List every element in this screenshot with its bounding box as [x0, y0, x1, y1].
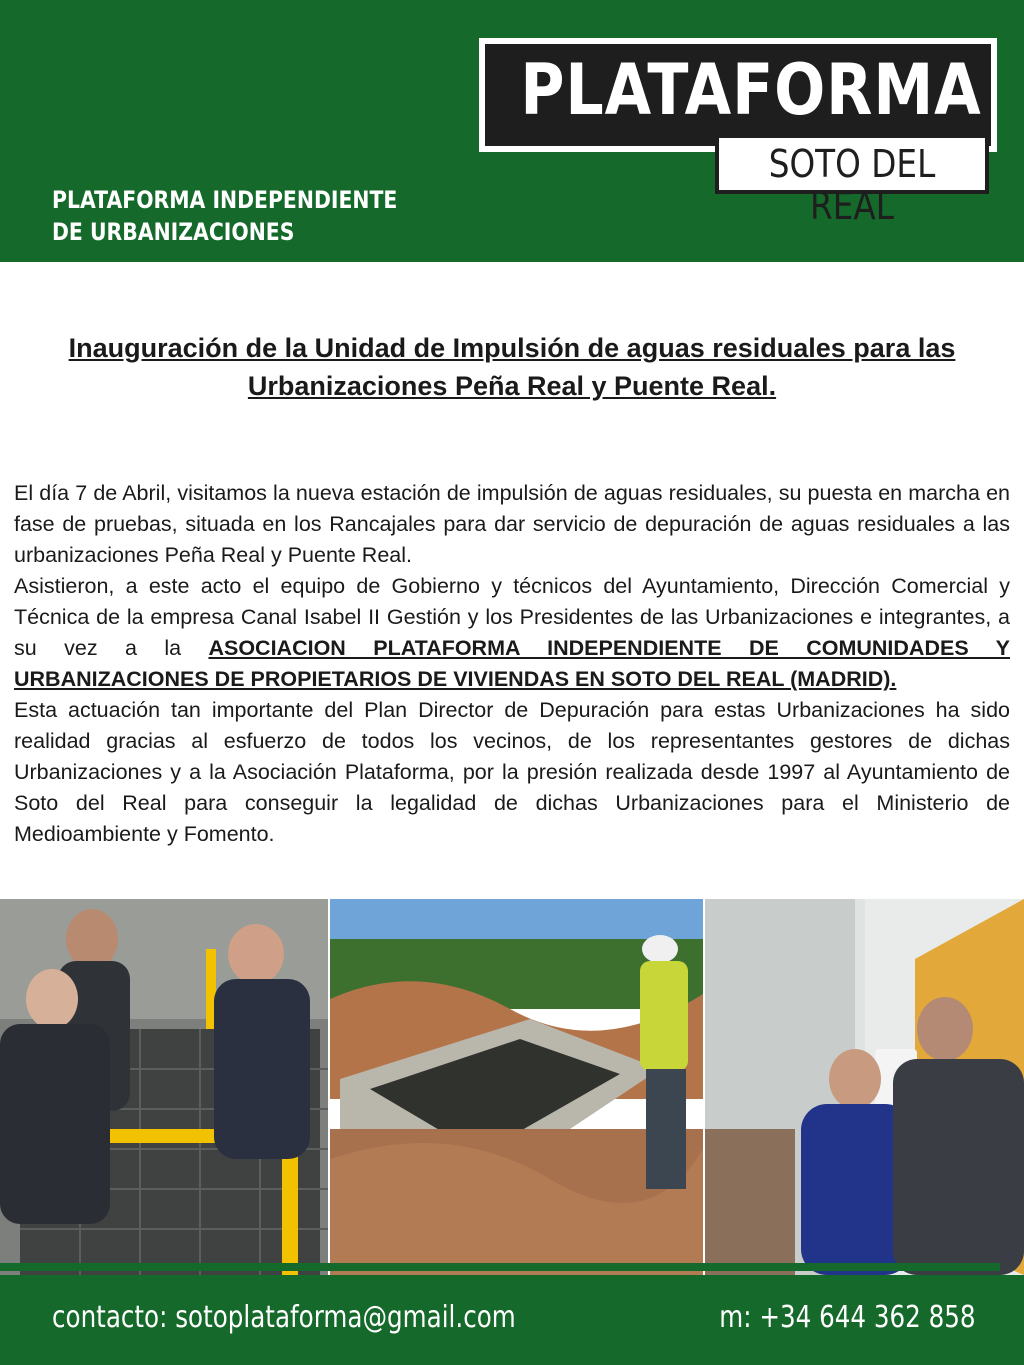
footer-top-strip [0, 1263, 1000, 1271]
article-body [14, 478, 1010, 850]
header-banner [0, 0, 1024, 262]
paragraph-1: El día 7 de Abril, visitamos la nueva estación de impulsión de aguas residuales, su puesta en marcha en fase de pruebas, situada en los Rancajales para dar servicio de depuración de aguas residuales a las urbanizaciones Peña Real y Puente Real. [14, 481, 1010, 567]
association-name-highlight: ASOCIACION PLATAFORMA INDEPENDIENTE DE COMUNIDADES Y URBANIZACIONES DE PROPIETARIOS DE VIVIENDAS EN SOTO DEL REAL (MADRID). [14, 636, 1011, 691]
paragraph-3: Esta actuación tan importante del Plan Director de Depuración para estas Urbanizaciones ha sido realidad gracias al esfuerzo de todos los vecinos, de los representantes gestores de dichas Urbanizaciones y a la Asociación Plataforma, por la presión realizada desde 1997 al Ayuntamiento de Soto del Real para conseguir la legalidad de dichas Urbanizaciones para el Ministerio de Medioambiente y Fomento. [14, 698, 1010, 846]
org-name-line-2: DE URBANIZACIONES [52, 218, 295, 246]
photo-control-panel-room [705, 899, 1024, 1275]
paragraph-2 [14, 571, 1010, 695]
logo-main-text: PLATAFORMA [520, 49, 982, 131]
contact-email[interactable]: contacto: sotoplataforma@gmail.com [52, 1300, 516, 1335]
photo-visitors-at-station [0, 899, 328, 1275]
paragraph-2-lead: Asistieron, a este acto el equipo de Gobierno y técnicos del Ayuntamiento, Dirección Comercial y Técnica de la empresa Canal Isabel II Gestión y los Presidentes de las Urbanizaciones e integrantes, a su vez a la [14, 574, 1010, 660]
article-title [20, 329, 1004, 405]
article-title-line-2: Urbanizaciones Peña Real y Puente Real. [247, 371, 777, 401]
logo-sub-text: SOTO DEL REAL [768, 142, 936, 228]
contact-phone[interactable]: m: +34 644 362 858 [719, 1300, 976, 1335]
article-title-line-1: Inauguración de la Unidad de Impulsión de aguas residuales para las [68, 333, 956, 363]
logo-sub-box [715, 134, 989, 228]
photo-construction-site [330, 899, 703, 1275]
org-name-line-1: PLATAFORMA INDEPENDIENTE [52, 186, 398, 214]
